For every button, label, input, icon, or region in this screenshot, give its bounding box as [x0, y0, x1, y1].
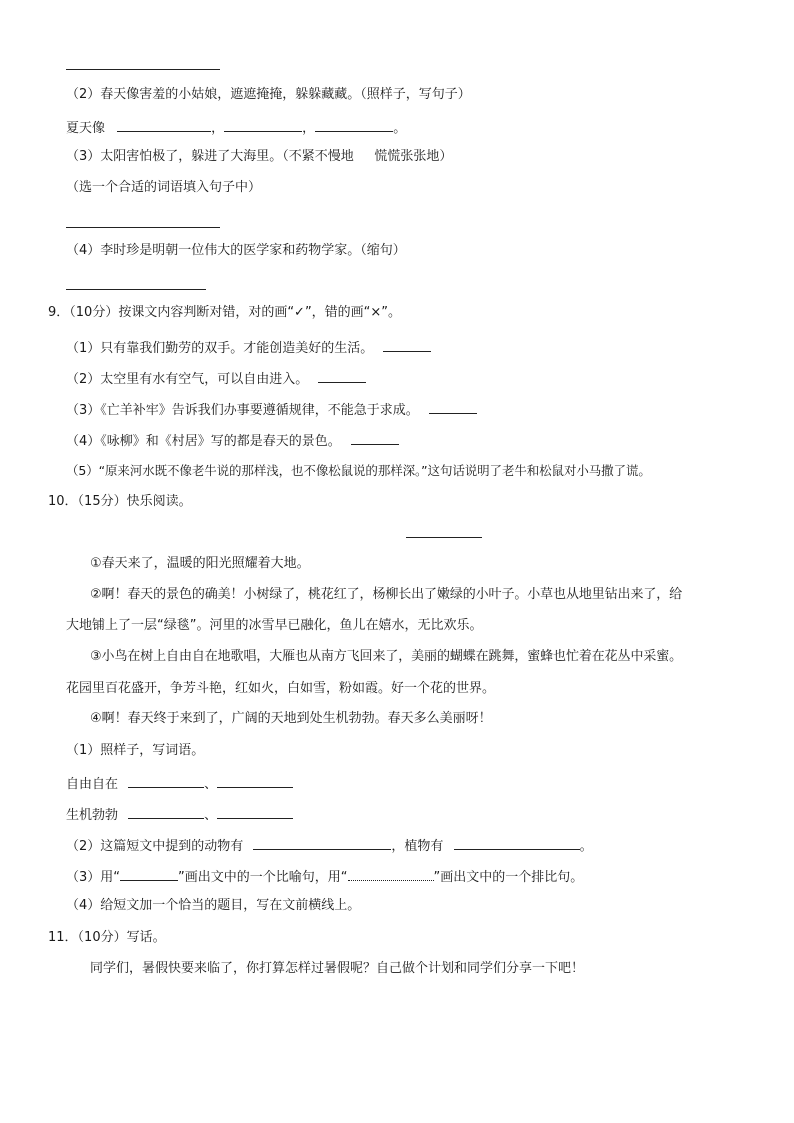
q11-title: 11．（10分）写话。 [48, 930, 166, 945]
q9-item-3: （3）《亡羊补牢》告诉我们办事要遵循规律，不能急于求成。 [66, 399, 477, 420]
passage-para-2a: ②啊！春天的景色的确美！小树绿了，桃花红了，杨柳长出了嫩绿的小叶子。小草也从地里钻出来了，给 [90, 587, 683, 602]
answer-blank[interactable] [315, 117, 393, 132]
q10-s3: （3）用“ ”画出文中的一个比喻句，用“ ”画出文中的一个排比句。 [66, 866, 583, 887]
passage-para-2b: 大地铺上了一层“绿毯”。河里的冰雪早已融化，鱼儿在嬉水，无比欢乐。 [66, 618, 483, 633]
plants-blank[interactable] [454, 835, 580, 850]
q9-item-5: （5）“原来河水既不像老牛说的那样浅，也不像松鼠说的那样深。”这句话说明了老牛和松鼠对小马撒了谎。 [66, 463, 651, 478]
q10-s1: （1）照样子，写词语。 [66, 743, 205, 758]
passage-para-1: ①春天来了，温暖的阳光照耀着大地。 [90, 556, 310, 571]
judgment-blank[interactable] [429, 399, 477, 414]
q9-item-4: （4）《咏柳》和《村居》写的都是春天的景色。 [66, 430, 399, 451]
answer-line[interactable] [66, 289, 206, 290]
answer-blank[interactable] [117, 117, 211, 132]
title-answer-line[interactable] [406, 537, 482, 538]
word-blank[interactable] [128, 804, 204, 819]
word-blank[interactable] [128, 773, 204, 788]
passage-para-3a: ③小鸟在树上自由自在地歌唱，大雁也从南方飞回来了，美丽的蝴蝶在跳舞，蜜蜂也忙着在花丛中采蜜。 [90, 649, 683, 664]
wavy-line-sample [348, 866, 434, 881]
answer-line[interactable] [66, 69, 220, 70]
answer-blank[interactable] [224, 117, 302, 132]
q10-s4: （4）给短文加一个恰当的题目，写在文前横线上。 [66, 898, 361, 913]
passage-para-4: ④啊！春天终于来到了，广阔的天地到处生机勃勃。春天多么美丽呀！ [90, 711, 492, 726]
q9-title: 9．（10分）按课文内容判断对错，对的画“✓”，错的画“×”。 [48, 305, 402, 320]
judgment-blank[interactable] [351, 430, 399, 445]
q8-p3: （3）太阳害怕极了，躲进了大海里。（不紧不慢地 慌慌张张地） [66, 149, 453, 164]
q10-s2: （2）这篇短文中提到的动物有 ，植物有 。 [66, 835, 593, 856]
q9-item-2: （2）太空里有水有空气，可以自由进入。 [66, 368, 366, 389]
judgment-blank[interactable] [318, 368, 366, 383]
q10-title: 10．（15分）快乐阅读。 [48, 494, 192, 509]
word-blank[interactable] [217, 804, 293, 819]
straight-line-sample [120, 866, 178, 881]
answer-line[interactable] [66, 227, 220, 228]
word-blank[interactable] [217, 773, 293, 788]
judgment-blank[interactable] [383, 337, 431, 352]
passage-para-3b: 花园里百花盛开，争芳斗艳，红如火，白如雪，粉如霞。好一个花的世界。 [66, 681, 496, 696]
q10-s1-row1: 自由自在 、 [66, 773, 293, 794]
q8-p3-hint: （选一个合适的词语填入句子中） [66, 180, 262, 195]
animals-blank[interactable] [253, 835, 391, 850]
q9-item-1: （1）只有靠我们勤劳的双手。才能创造美好的生活。 [66, 337, 431, 358]
q11-body: 同学们，暑假快要来临了，你打算怎样过暑假呢？自己做个计划和同学们分享一下吧！ [90, 961, 585, 976]
q8-p2: （2）春天像害羞的小姑娘，遮遮掩掩，躲躲藏藏。（照样子，写句子） [66, 87, 471, 102]
q8-p2-prefix: 夏天像 [66, 121, 106, 136]
q10-s1-row2: 生机勃勃 、 [66, 804, 293, 825]
q8-p2-answer-row: 夏天像 ， ， 。 [66, 117, 406, 138]
q8-p4: （4）李时珍是明朝一位伟大的医学家和药物学家。（缩句） [66, 243, 406, 258]
